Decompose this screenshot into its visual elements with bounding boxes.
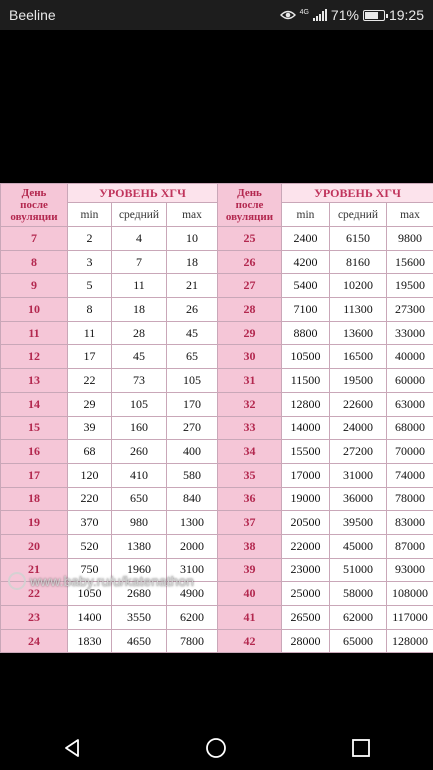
avg-cell: 4: [112, 227, 167, 251]
min-cell: 1830: [68, 629, 112, 653]
avg-cell: 73: [112, 369, 167, 393]
avg-cell: 160: [112, 416, 167, 440]
watermark-text: www.baby.ru/u/katenathon: [30, 573, 194, 589]
avg-cell: 16500: [330, 345, 387, 369]
day-header-right: [218, 184, 282, 227]
avg-cell: 22600: [330, 392, 387, 416]
day-cell: 9: [1, 274, 68, 298]
table-row: [1, 369, 433, 393]
min-cell: 14000: [282, 416, 330, 440]
max-cell: 18: [167, 250, 218, 274]
table-row: [1, 582, 433, 606]
min-cell: 19000: [282, 487, 330, 511]
avg-cell: 58000: [330, 582, 387, 606]
avg-cell: 65000: [330, 629, 387, 653]
avg-cell: 1960: [112, 558, 167, 582]
day-cell: 42: [218, 629, 282, 653]
back-icon: [63, 738, 81, 758]
min-cell: 22: [68, 369, 112, 393]
min-cell: 20500: [282, 511, 330, 535]
max-cell: 70000: [387, 440, 433, 464]
day-cell: 19: [1, 511, 68, 535]
table-row: [1, 558, 433, 582]
day-cell: 31: [218, 369, 282, 393]
avg-cell: 19500: [330, 369, 387, 393]
max-header: max: [387, 203, 433, 227]
battery-percent: 71%: [330, 7, 359, 23]
max-cell: 60000: [387, 369, 433, 393]
avg-header: средний: [330, 203, 387, 227]
day-label-line3: овуляции: [225, 211, 274, 223]
day-label-line3: овуляции: [10, 211, 58, 223]
avg-cell: 410: [112, 463, 167, 487]
table-row: [1, 511, 433, 535]
day-header-left: [1, 184, 68, 227]
max-cell: 6200: [167, 606, 218, 630]
avg-cell: 6150: [330, 227, 387, 251]
min-cell: 3: [68, 250, 112, 274]
max-cell: 400: [167, 440, 218, 464]
max-cell: 74000: [387, 463, 433, 487]
image-viewer[interactable]: [0, 30, 433, 726]
max-cell: 170: [167, 392, 218, 416]
clock: 19:25: [388, 7, 424, 23]
table-row: [1, 534, 433, 558]
table-body: [1, 227, 433, 653]
min-cell: 750: [68, 558, 112, 582]
home-button[interactable]: [196, 728, 236, 768]
avg-cell: 45000: [330, 534, 387, 558]
battery-tip: [386, 14, 388, 18]
hcg-table: [0, 183, 433, 653]
avg-cell: 28: [112, 321, 167, 345]
day-label-line1: День: [237, 187, 262, 199]
min-cell: 29: [68, 392, 112, 416]
day-cell: 40: [218, 582, 282, 606]
min-cell: 2400: [282, 227, 330, 251]
day-cell: 17: [1, 463, 68, 487]
avg-cell: 39500: [330, 511, 387, 535]
avg-cell: 650: [112, 487, 167, 511]
min-cell: 17: [68, 345, 112, 369]
max-cell: 840: [167, 487, 218, 511]
avg-cell: 980: [112, 511, 167, 535]
min-cell: 23000: [282, 558, 330, 582]
avg-cell: 27200: [330, 440, 387, 464]
signal-icon: [313, 9, 327, 21]
avg-header: средний: [112, 203, 167, 227]
min-cell: 26500: [282, 606, 330, 630]
min-cell: 68: [68, 440, 112, 464]
max-cell: 15600: [387, 250, 433, 274]
max-cell: 270: [167, 416, 218, 440]
table-row: [1, 298, 433, 322]
day-label-line2: после: [235, 199, 264, 211]
day-cell: 11: [1, 321, 68, 345]
min-cell: 8: [68, 298, 112, 322]
min-cell: 11: [68, 321, 112, 345]
max-cell: 33000: [387, 321, 433, 345]
day-cell: 41: [218, 606, 282, 630]
day-cell: 33: [218, 416, 282, 440]
avg-cell: 1380: [112, 534, 167, 558]
min-cell: 1050: [68, 582, 112, 606]
status-bar: [0, 0, 433, 30]
day-cell: 24: [1, 629, 68, 653]
day-cell: 16: [1, 440, 68, 464]
table-row: [1, 463, 433, 487]
max-cell: 128000: [387, 629, 433, 653]
max-cell: 3100: [167, 558, 218, 582]
min-cell: 370: [68, 511, 112, 535]
min-cell: 11500: [282, 369, 330, 393]
navigation-bar: [0, 726, 433, 770]
table-row: [1, 392, 433, 416]
max-header: max: [167, 203, 218, 227]
min-cell: 15500: [282, 440, 330, 464]
min-cell: 39: [68, 416, 112, 440]
day-cell: 34: [218, 440, 282, 464]
day-cell: 15: [1, 416, 68, 440]
min-cell: 1400: [68, 606, 112, 630]
avg-cell: 7: [112, 250, 167, 274]
min-cell: 8800: [282, 321, 330, 345]
day-cell: 12: [1, 345, 68, 369]
day-cell: 14: [1, 392, 68, 416]
day-cell: 25: [218, 227, 282, 251]
min-cell: 120: [68, 463, 112, 487]
max-cell: 65: [167, 345, 218, 369]
avg-cell: 13600: [330, 321, 387, 345]
min-cell: 5: [68, 274, 112, 298]
day-cell: 21: [1, 558, 68, 582]
table-row: [1, 227, 433, 251]
max-cell: 40000: [387, 345, 433, 369]
table-row: [1, 440, 433, 464]
max-cell: 9800: [387, 227, 433, 251]
avg-cell: 105: [112, 392, 167, 416]
table-row: [1, 321, 433, 345]
max-cell: 45: [167, 321, 218, 345]
avg-cell: 62000: [330, 606, 387, 630]
min-cell: 12800: [282, 392, 330, 416]
table-row: [1, 345, 433, 369]
day-cell: 36: [218, 487, 282, 511]
min-cell: 2: [68, 227, 112, 251]
day-label-line1: День: [21, 187, 47, 199]
min-cell: 17000: [282, 463, 330, 487]
table-row: [1, 250, 433, 274]
day-cell: 26: [218, 250, 282, 274]
hcg-level-header-right: УРОВЕНЬ ХГЧ: [282, 184, 433, 203]
max-cell: 78000: [387, 487, 433, 511]
max-cell: 68000: [387, 416, 433, 440]
min-header: min: [68, 203, 112, 227]
hcg-level-header-left: УРОВЕНЬ ХГЧ: [68, 184, 218, 203]
min-cell: 520: [68, 534, 112, 558]
avg-cell: 51000: [330, 558, 387, 582]
max-cell: 27300: [387, 298, 433, 322]
avg-cell: 45: [112, 345, 167, 369]
avg-cell: 31000: [330, 463, 387, 487]
max-cell: 2000: [167, 534, 218, 558]
day-cell: 7: [1, 227, 68, 251]
day-cell: 22: [1, 582, 68, 606]
min-cell: 5400: [282, 274, 330, 298]
avg-cell: 4650: [112, 629, 167, 653]
table-row: [1, 629, 433, 653]
min-cell: 25000: [282, 582, 330, 606]
avg-cell: 8160: [330, 250, 387, 274]
min-cell: 28000: [282, 629, 330, 653]
min-cell: 10500: [282, 345, 330, 369]
min-cell: 220: [68, 487, 112, 511]
max-cell: 21: [167, 274, 218, 298]
day-cell: 8: [1, 250, 68, 274]
battery-icon: [363, 10, 385, 21]
day-cell: 29: [218, 321, 282, 345]
min-cell: 4200: [282, 250, 330, 274]
network-type: 4G: [299, 8, 309, 16]
day-cell: 13: [1, 369, 68, 393]
day-cell: 18: [1, 487, 68, 511]
avg-cell: 11300: [330, 298, 387, 322]
day-cell: 32: [218, 392, 282, 416]
max-cell: 63000: [387, 392, 433, 416]
avg-cell: 260: [112, 440, 167, 464]
avg-cell: 36000: [330, 487, 387, 511]
max-cell: 105: [167, 369, 218, 393]
hcg-table-image: [0, 183, 433, 653]
avg-cell: 2680: [112, 582, 167, 606]
day-cell: 35: [218, 463, 282, 487]
max-cell: 19500: [387, 274, 433, 298]
avg-cell: 10200: [330, 274, 387, 298]
eye-icon: [280, 9, 296, 21]
avg-cell: 3550: [112, 606, 167, 630]
max-cell: 580: [167, 463, 218, 487]
recents-icon: [351, 738, 371, 758]
max-cell: 26: [167, 298, 218, 322]
max-cell: 10: [167, 227, 218, 251]
max-cell: 83000: [387, 511, 433, 535]
table-row: [1, 416, 433, 440]
max-cell: 117000: [387, 606, 433, 630]
day-cell: 28: [218, 298, 282, 322]
avg-cell: 18: [112, 298, 167, 322]
max-cell: 4900: [167, 582, 218, 606]
table-row: [1, 606, 433, 630]
max-cell: 93000: [387, 558, 433, 582]
day-cell: 23: [1, 606, 68, 630]
avg-cell: 11: [112, 274, 167, 298]
status-icons: [280, 7, 424, 23]
min-header: min: [282, 203, 330, 227]
day-cell: 27: [218, 274, 282, 298]
home-icon: [205, 737, 227, 759]
min-cell: 22000: [282, 534, 330, 558]
min-cell: 7100: [282, 298, 330, 322]
table-row: [1, 274, 433, 298]
max-cell: 7800: [167, 629, 218, 653]
day-cell: 20: [1, 534, 68, 558]
back-button[interactable]: [52, 728, 92, 768]
avg-cell: 24000: [330, 416, 387, 440]
carrier-name: Beeline: [9, 7, 56, 23]
day-cell: 10: [1, 298, 68, 322]
day-label-line2: после: [20, 199, 48, 211]
max-cell: 108000: [387, 582, 433, 606]
day-cell: 39: [218, 558, 282, 582]
max-cell: 1300: [167, 511, 218, 535]
day-cell: 30: [218, 345, 282, 369]
recents-button[interactable]: [341, 728, 381, 768]
max-cell: 87000: [387, 534, 433, 558]
day-cell: 37: [218, 511, 282, 535]
battery-fill: [365, 12, 378, 19]
table-row: [1, 487, 433, 511]
day-cell: 38: [218, 534, 282, 558]
